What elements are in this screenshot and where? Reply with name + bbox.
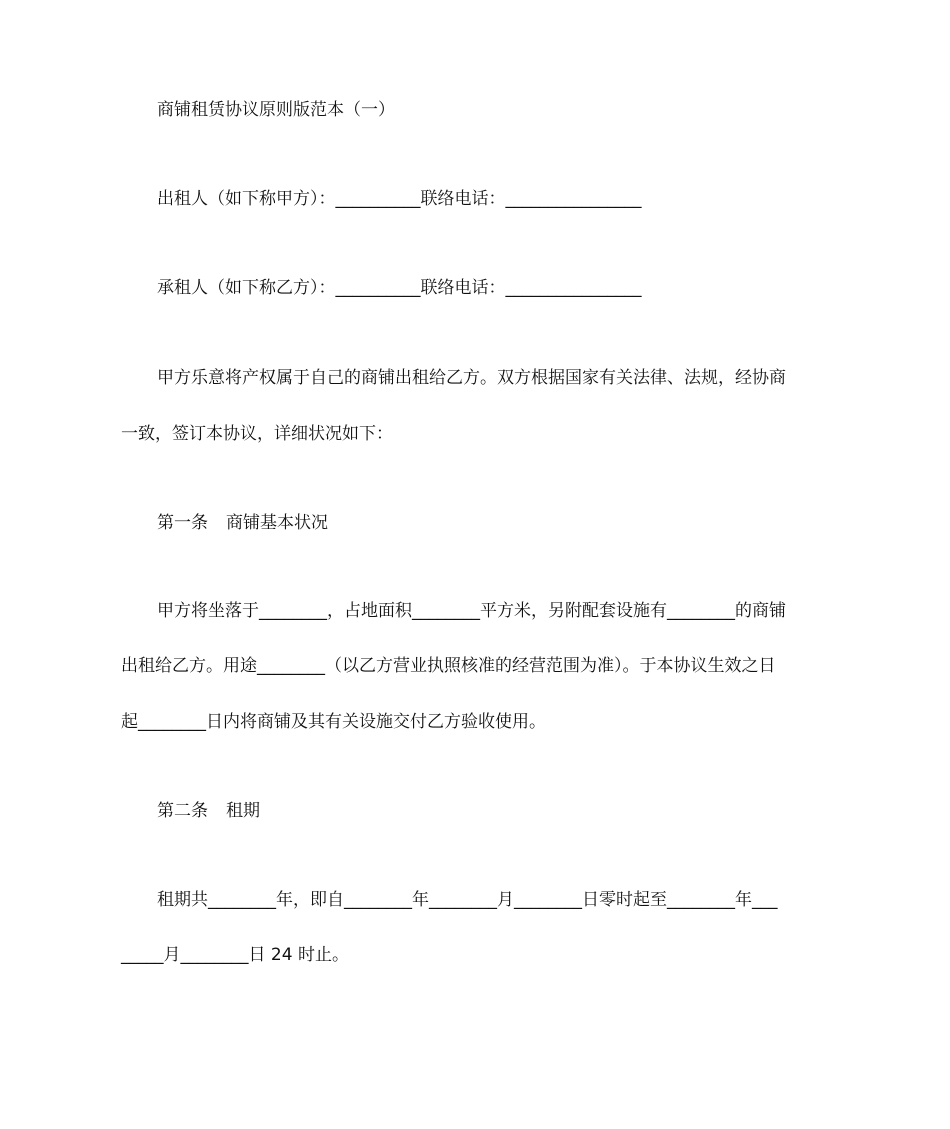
article-2-line-1: 租期共________年，即自________年________月________日零时起至________年___ — [157, 890, 778, 910]
article-1-line-1: 甲方将坐落于________，占地面积________平方米，另附配套设施有________的商铺 — [157, 601, 786, 621]
article-1-line-3: 起________日内将商铺及其有关设施交付乙方验收使用。 — [121, 712, 546, 732]
lessor-line: 出租人（如下称甲方）：__________联络电话：________________ — [157, 189, 642, 209]
article-1-line-2: 出租给乙方。用途________（以乙方营业执照核准的经营范围为准）。于本协议生效之日 — [121, 656, 776, 676]
article-1-heading — [157, 511, 831, 535]
document-title: 商铺租赁协议原则版范本（一） — [157, 100, 395, 120]
article-2-line-2: _____月________日 24 时止。 — [121, 945, 349, 965]
lessee-line: 承租人（如下称乙方）：__________联络电话：________________ — [157, 278, 642, 298]
article-2-heading — [157, 799, 831, 823]
intro-line-2: 一致，签订本协议，详细状况如下： — [121, 424, 393, 444]
article-2-title: 租期 — [226, 801, 260, 821]
article-1-number: 第一条 — [157, 513, 208, 533]
article-2-number: 第二条 — [157, 801, 208, 821]
intro-line-1: 甲方乐意将产权属于自己的商铺出租给乙方。双方根据国家有关法律、法规，经协商 — [157, 368, 786, 388]
article-1-title: 商铺基本状况 — [226, 513, 328, 533]
